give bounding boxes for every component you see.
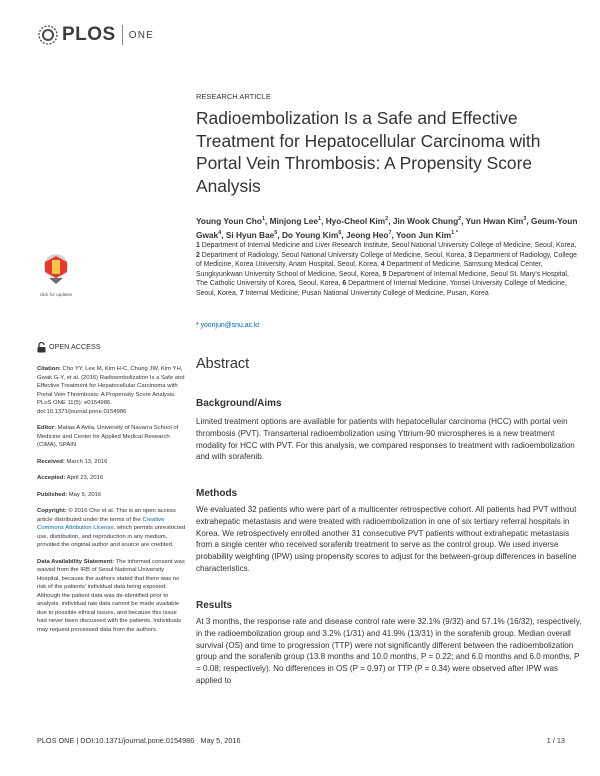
open-lock-icon: [37, 342, 46, 353]
license-link[interactable]: Creative Commons Attribution License: [37, 516, 165, 531]
results-text: At 3 months, the response rate and disease control rate were 32.1% (9/32) and 57.1% (16/32), respectively, in the radioembolization group and 3.2% (1/31) and 41.9% (13/31) in the sorafenib group. Median overall survival (OS) and time to progression (TTP) were not significantly different between the radioembolization group and the sorafenib group (13.8 months and 10.0 months, P = 0.22; and 6.0 months and 6.0 months, P = 0.08; respectively). No differences in OS (P = 0.97) or TTP (P = 0.34) were observed after IPW was applied to: [196, 617, 582, 685]
open-access-label: OPEN ACCESS: [49, 342, 101, 352]
journal-logo-sub: ONE: [128, 29, 155, 41]
journal-logo-text: PLOS: [62, 24, 116, 45]
author: Si Hyun Bae$^5$: [225, 229, 278, 240]
footer-citation: PLOS ONE | DOI:10.1371/journal.pone.0154986 May 5, 2016: [37, 736, 241, 745]
crossmark-label: click for updates: [39, 292, 73, 297]
journal-logo: [37, 24, 154, 46]
results-heading: Results: [196, 600, 233, 611]
author: Yun Hwan Kim$^3$: [465, 215, 527, 226]
sidebar: [37, 342, 187, 642]
accepted-date: Accepted: April 23, 2016: [37, 475, 104, 481]
author: Geum-Youn Gwak$^4$: [196, 215, 578, 240]
page-number: 1 / 13: [546, 736, 565, 745]
email-link[interactable]: yoonjun@snu.ac.kr: [200, 322, 260, 329]
received-date: Received: March 13, 2016: [37, 458, 108, 465]
author: Young Youn Cho$^1$: [196, 215, 265, 226]
background-text: Limited treatment options are available for patients with hepatocellular carcinoma (HCC) with portal vein thrombosis (PVT). Transarterial radioembolization using Yttrium-90 microspheres is a new treatment modality for HCC with PVT. For this analysis, we compared responses to treatment with radioembolization and with sorafenib.: [196, 417, 575, 462]
plos-logo-icon: [37, 24, 59, 46]
page-footer: [37, 736, 565, 745]
data-availability-block: Data Availability Statement: The informed consent was waived from the IRB of Seoul National University Hospital, because the authors stated that there was no risk of the patients' individual data being exposed. Although the patient data was de-identified prior to analysis, individual raw data cannot be made available due to possible ethical issues, and because this issue had never been discussed with the patients. Individuals may request processed data from the authors.: [37, 558, 185, 633]
abstract-heading: Abstract: [196, 356, 250, 372]
author: Hyo-Cheol Kim$^2$: [325, 215, 389, 226]
logo-divider: [122, 25, 123, 45]
author: Yoon Jun Kim$^{1 *}$: [395, 229, 458, 240]
crossmark-badge[interactable]: [37, 252, 75, 297]
corresponding-email: * yoonjun@snu.ac.kr: [196, 322, 260, 329]
article-title: Radioembolization Is a Safe and Effective Treatment for Hepatocellular Carcinoma with Portal Vein Thrombosis: A Propensity Score Analysis: [196, 108, 541, 196]
editor-block: Editor: Matias A Avila, University of Navarra School of Medicine and Center for Applied Medical Research (CIMA), SPAIN: [37, 425, 179, 448]
methods-text: We evaluated 32 patients who were part of a multicenter retrospective cohort. All patients had PVT without extrahepatic metastasis and were treated with radioembolization in one of six tertiary referral hospitals in Korea. We retrospectively enrolled another 31 consecutive PVT patients without extrahepatic metastasis from a single center who received sorafenib treatment to serve as the control group. We used inverse probability weighting (IPW) using propensity scores to adjust for the between-group differences in baseline characteristics.: [196, 505, 577, 573]
author: Jin Wook Chung$^2$: [392, 215, 462, 226]
author: Do Young Kim$^6$: [281, 229, 342, 240]
published-date: Published: May 5, 2016: [37, 491, 102, 498]
crossmark-icon: [41, 252, 71, 286]
article-type: RESEARCH ARTICLE: [196, 92, 271, 101]
affiliations: 1 Department of Internal Medicine and Liver Research Institute, Seoul National University College of Medicine, Seoul, Korea, 2 Department of Radiology, Seoul National University College of Medicine, Seoul, Korea, 3 Department of Radiology, College of Medicine, Korea University, Anam Hospital, Seoul, Korea, 4 Department of Medicine, Samsung Medical Center, Sungkyunkwan University School of Medicine, Seoul, Korea, 5 Department of Internal Medicine, Seoul St. Mary's Hospital, The Catholic University of Korea, Seoul, Korea, 6 Department of Internal Medicine, Yonsei University College of Medicine, Seoul, Korea, 7 Internal Medicine, Pusan National University College of Medicine, Pusan, Korea: [196, 242, 577, 297]
open-access-badge: [37, 342, 187, 353]
background-heading: Background/Aims: [196, 398, 282, 409]
author: Jeong Heo$^7$: [346, 229, 392, 240]
author: Minjong Lee$^1$: [269, 215, 322, 226]
methods-heading: Methods: [196, 488, 238, 499]
copyright-block: Copyright: © 2016 Cho et al. This is an open access article distributed under the terms of the Creative Commons Attribution License, which permits unrestricted use, distribution, and reproduction in any medium, provided the original author and source are credited.: [37, 508, 186, 548]
citation-block: Citation: Cho YY, Lee M, Kim H-C, Chung JW, Kim YH, Gwak G-Y, et al. (2016) Radioembolization Is a Safe and Effective Treatment for Hepatocellular Carcinoma with Portal Vein Thrombosis: A Propensity Score Analysis. PLoS ONE 11(5): e0154986. doi:10.1371/journal.pone.0154986: [37, 366, 185, 415]
author-list: Young Youn Cho$^1$, Minjong Lee$^1$, Hyo-Cheol Kim$^2$, Jin Wook Chung$^2$, Yun Hwan Kim$^3$, Geum-Youn Gwak$^4$, Si Hyun Bae$^5$, Do Young Kim$^6$, Jeong Heo$^7$, Yoon Jun Kim$^{1 *}$: [196, 215, 578, 240]
